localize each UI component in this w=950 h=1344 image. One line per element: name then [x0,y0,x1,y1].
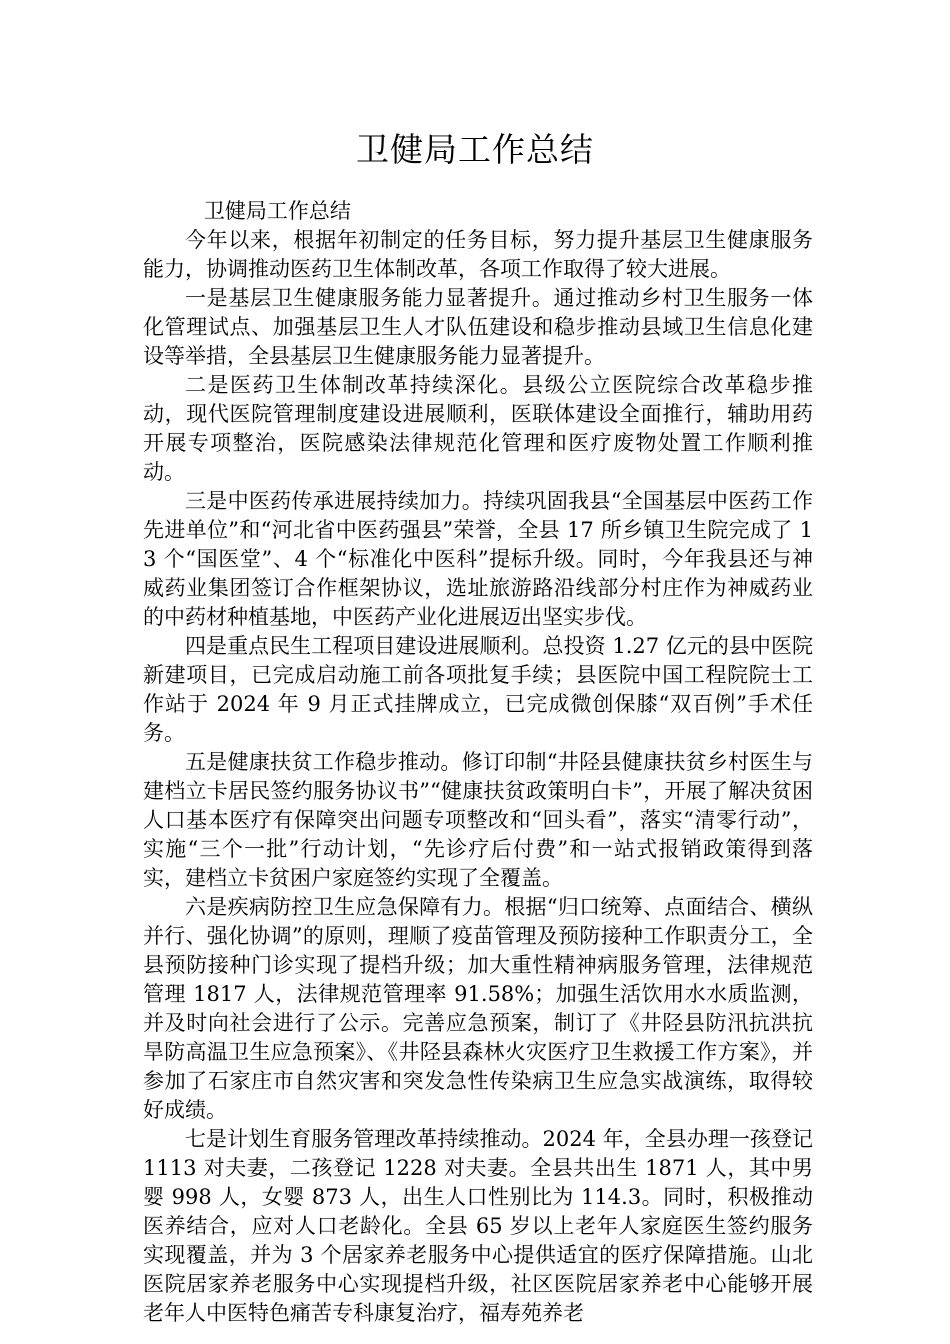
document-body [143,197,813,1328]
section-1-paragraph: 一是基层卫生健康服务能力显著提升。通过推动乡村卫生服务一体化管理试点、加强基层卫生人才队伍建设和稳步推动县域卫生信息化建设等举措，全县基层卫生健康服务能力显著提升。 [143,286,813,368]
section-4-paragraph: 四是重点民生工程项目建设进展顺利。总投资 1.27 亿元的县中医院新建项目，已完成启动施工前各项批复手续；县医院中国工程院院士工作站于 2024 年 9 月正式挂牌成立，已完成微创保膝“双百例”手术任务。 [143,634,813,745]
document-title: 卫健局工作总结 [356,130,594,169]
document-subtitle: 卫健局工作总结 [203,199,351,223]
intro-paragraph: 今年以来，根据年初制定的任务目标，努力提升基层卫生健康服务能力，协调推动医药卫生体制改革，各项工作取得了较大进展。 [143,228,813,281]
section-6-paragraph: 六是疾病防控卫生应急保障有力。根据“归口统筹、点面结合、横纵并行、强化协调”的原则，理顺了疫苗管理及预防接种工作职责分工，全县预防接种门诊实现了提档升级；加大重性精神病服务管理，法律规范管理 1817 人，法律规范管理率 91.58%；加强生活饮用水水质监测，并及时向社会进行了公示。完善应急预案，制订了《井陉县防汛抗洪抗旱防高温卫生应急预案》、《井陉县森林火灾医疗卫生救援工作方案》，并参加了石家庄市自然灾害和突发急性传染病卫生应急实战演练，取得较好成绩。 [143,895,813,1122]
section-5-paragraph: 五是健康扶贫工作稳步推动。修订印制“井陉县健康扶贫乡村医生与建档立卡居民签约服务协议书”“健康扶贫政策明白卡”，开展了解决贫困人口基本医疗有保障突出问题专项整改和“回头看”，落实“清零行动”，实施“三个一批”行动计划，“先诊疗后付费”和一站式报销政策得到落实，建档立卡贫困户家庭签约实现了全覆盖。 [143,750,813,890]
section-7-paragraph: 七是计划生育服务管理改革持续推动。2024 年，全县办理一孩登记 1113 对夫妻，二孩登记 1228 对夫妻。全县共出生 1871 人，其中男婴 998 人，女婴 873 人，出生人口性别比为 114.3。同时，积极推动医养结合，应对人口老龄化。全县 65 岁以上老年人家庭医生签约服务实现覆盖，并为 3 个居家养老服务中心提供适宜的医疗保障措施。山北医院居家养老服务中心实现提档升级，社区医院居家养老中心能够开展老年人中医特色痛苦专科康复治疗，福寿苑养老 [143,1127,813,1325]
section-3-paragraph: 三是中医药传承进展持续加力。持续巩固我县“全国基层中医药工作先进单位”和“河北省中医药强县”荣誉，全县 17 所乡镇卫生院完成了 13 个“国医堂”、4 个“标准化中医科”提标升级。同时，今年我县还与神威药业集团签订合作框架协议，选址旅游路沿线部分村庄作为神威药业的中药材种植基地，中医药产业化进展迈出坚实步伐。 [143,489,813,629]
section-2-paragraph: 二是医药卫生体制改革持续深化。县级公立医院综合改革稳步推动，现代医院管理制度建设进展顺利，医联体建设全面推行，辅助用药开展专项整治，医院感染法律规范化管理和医疗废物处置工作顺利推动。 [143,373,813,484]
